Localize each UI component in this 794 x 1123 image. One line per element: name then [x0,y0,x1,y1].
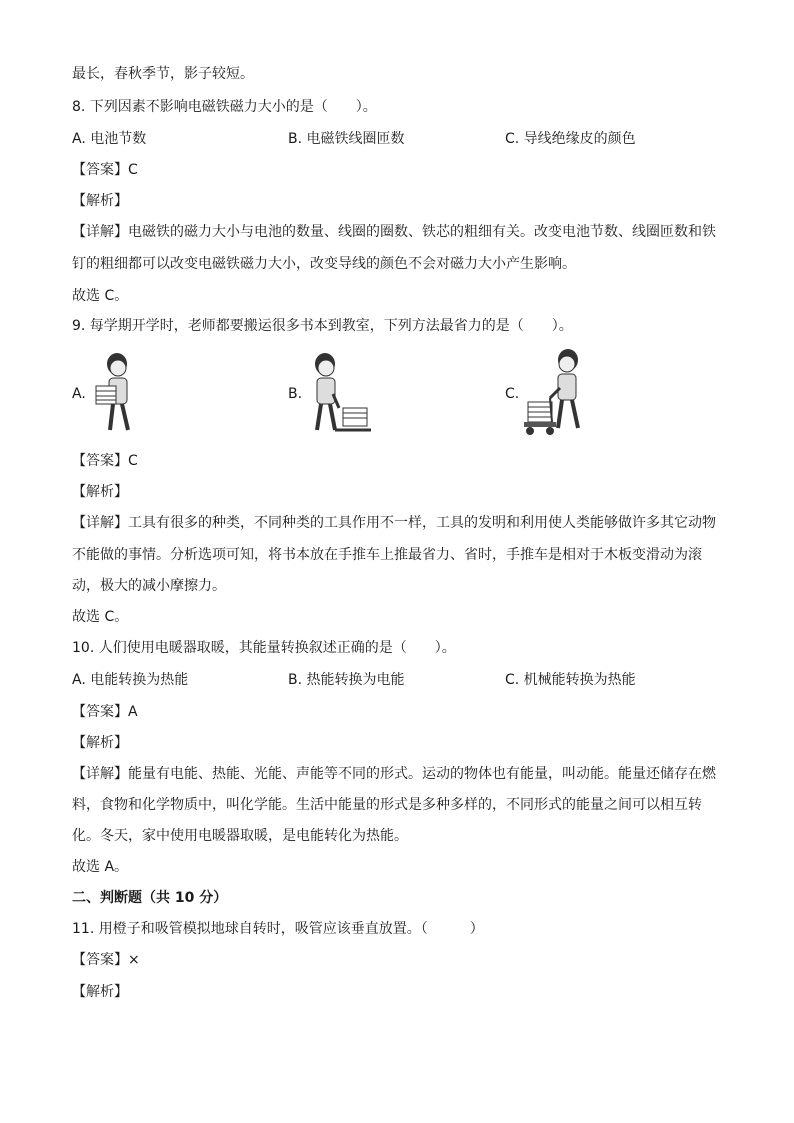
q8-detail-line-2: 钉的粗细都可以改变电磁铁磁力大小，改变导线的颜色不会对磁力大小产生影响。 [72,256,576,272]
q10-option-c: C. 机械能转换为热能 [505,672,636,688]
q9-answer: 【答案】C [72,453,138,469]
q11-answer: 【答案】× [72,952,140,968]
question-8: 8. 下列因素不影响电磁铁磁力大小的是（ ）。 [72,99,377,115]
q10-detail-line-1: 【详解】能量有电能、热能、光能、声能等不同的形式。运动的物体也有能量，叫动能。能量还储存在燃 [72,766,716,782]
q8-answer: 【答案】C [72,162,138,178]
q8-detail-line-1: 【详解】电磁铁的磁力大小与电池的数量、线圈的圈数、铁芯的粗细有关。改变电池节数、线圈匝数和铁 [72,224,716,240]
q8-option-c: C. 导线绝缘皮的颜色 [505,131,636,147]
q9-option-b-illustration [305,350,375,436]
q9-option-b: B. [288,386,303,402]
q11-analysis-label: 【解析】 [72,984,128,1000]
section-heading: 二、判断题（共 10 分） [72,890,228,906]
q9-option-c-illustration [522,346,592,436]
q8-conclusion: 故选 C。 [72,288,129,304]
question-10: 10. 人们使用电暖器取暖，其能量转换叙述正确的是（ ）。 [72,640,456,656]
q9-option-a: A. [72,386,86,402]
q9-detail-line-3: 动，极大的减小摩擦力。 [72,578,226,594]
q10-detail-line-2: 料，食物和化学物质中，叫化学能。生活中能量的形式是多种多样的，不同形式的能量之间可以相互转 [72,797,702,813]
q9-option-c: C. [505,386,520,402]
q10-analysis-label: 【解析】 [72,735,128,751]
q9-detail-line-2: 不能做的事情。分析选项可知，将书本放在手推车上推最省力、省时，手推车是相对于木板变滑动为滚 [72,547,702,563]
q9-option-a-illustration [90,350,140,436]
q10-option-b: B. 热能转换为电能 [288,672,405,688]
text-line: 最长，春秋季节，影子较短。 [72,66,254,82]
q9-conclusion: 故选 C。 [72,609,129,625]
q10-answer: 【答案】A [72,704,138,720]
q10-option-a: A. 电能转换为热能 [72,672,189,688]
question-11: 11. 用橙子和吸管模拟地球自转时，吸管应该垂直放置。（ ） [72,921,484,937]
q8-analysis-label: 【解析】 [72,193,128,209]
q8-option-a: A. 电池节数 [72,131,147,147]
q10-detail-line-3: 化。冬天，家中使用电暖器取暖，是电能转化为热能。 [72,828,408,844]
q8-option-b: B. 电磁铁线圈匝数 [288,131,405,147]
q9-analysis-label: 【解析】 [72,484,128,500]
q10-conclusion: 故选 A。 [72,859,129,875]
question-9: 9. 每学期开学时，老师都要搬运很多书本到教室，下列方法最省力的是（ ）。 [72,318,573,334]
q9-detail-line-1: 【详解】工具有很多的种类，不同种类的工具作用不一样，工具的发明和利用使人类能够做许多其它动物 [72,515,716,531]
